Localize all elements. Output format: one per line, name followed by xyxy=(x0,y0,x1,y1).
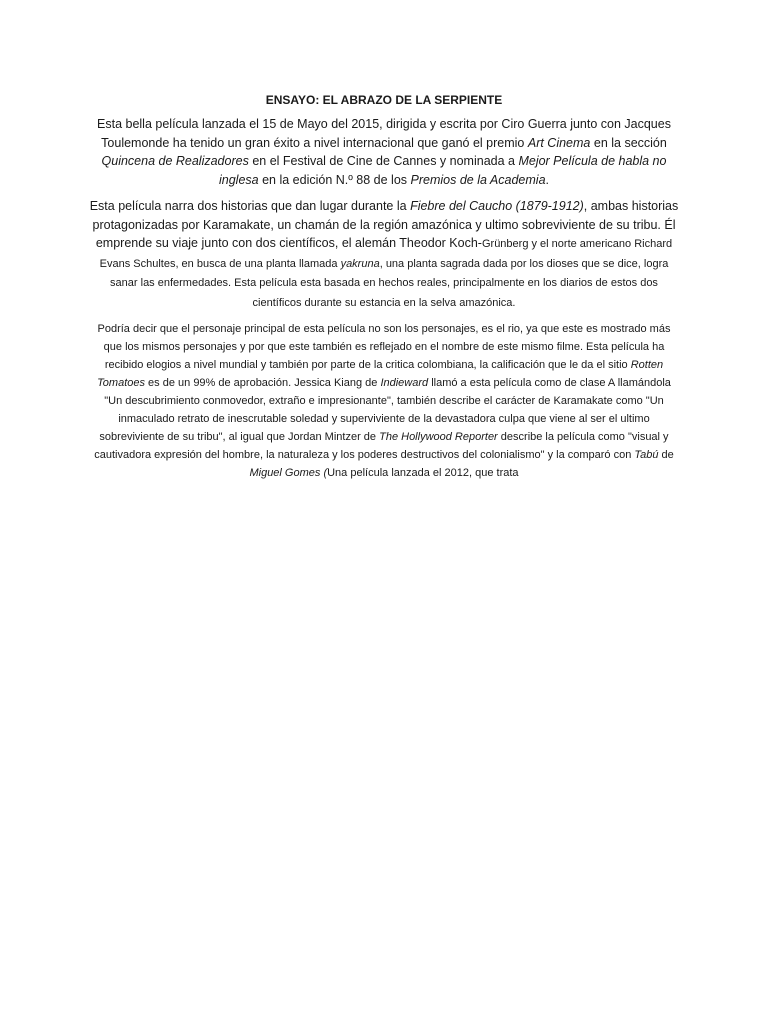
text-run: de xyxy=(658,449,674,461)
italic-run: Tabú xyxy=(634,449,659,461)
italic-run: Rotten Tomatoes xyxy=(97,359,664,389)
italic-run: Fiebre del Caucho (1879-1912) xyxy=(410,199,584,213)
italic-run: Art Cinema xyxy=(527,135,591,150)
text-run: en el Festival de Cine de Cannes y nominada a xyxy=(248,154,519,168)
text-run: es de un 99% de aprobación. Jessica Kiang de xyxy=(145,377,381,389)
text-run: , una planta sagrada dada por los dioses que se dice, logra sanar las enfermedades. Esta película esta basada en hechos reales, principalmente en los diarios de estos dos científicos durante su estancia en la selva amazónica. xyxy=(110,257,669,309)
paragraph-story xyxy=(88,197,680,312)
text-run: Esta bella película lanzada el 15 de Mayo del 2015, dirigida y escrita por Ciro Guerra junto con Jacques Toulemonde ha tenido un gran éxito a nivel internacional que ganó el premio xyxy=(97,117,671,150)
paragraph-intro xyxy=(88,115,680,189)
text-run: Grünberg y el norte americano Richard Evans Schultes, en busca de una planta llamada xyxy=(99,238,673,270)
paragraph-critique xyxy=(88,320,680,482)
text-run: describe la película como "visual y cautivadora expresión del hombre, la naturaleza y los poderes destructivos del colonialismo" y la comparó con xyxy=(94,431,669,461)
text-run: llamó a esta película como de clase A llamándola "Un descubrimiento conmovedor, extraño e impresionante", también describe el carácter de Karamakate como "Un inmaculado retrato de inescrutable soledad y superviviente de la devastadora culpa que viene al ser el ultimo sobreviviente de su tribu", al igual que Jordan Mintzer de xyxy=(99,377,671,443)
text-run: , ambas historias protagonizadas por Karamakate, un chamán de la región amazónica y ultimo sobreviviente de su tribu. Él emprende su viaje junto con dos científicos, el alemán Theodor Koch- xyxy=(92,199,679,250)
italic-run: yakruna xyxy=(340,257,380,270)
italic-run: Mejor Película de habla no inglesa xyxy=(218,154,667,187)
document-page xyxy=(88,92,680,490)
text-run: Esta película narra dos historias que dan lugar durante la xyxy=(89,199,411,213)
italic-run: Premios de la Academia xyxy=(410,172,546,187)
document-title: ENSAYO: EL ABRAZO DE LA SERPIENTE xyxy=(265,93,503,107)
italic-run: Quincena de Realizadores xyxy=(101,154,249,168)
text-run: en la sección xyxy=(590,135,667,150)
text-run: Una película lanzada el 2012, que trata xyxy=(327,467,519,479)
text-run: en la edición N.º 88 de los xyxy=(258,172,411,187)
italic-run: Indieward xyxy=(380,377,429,389)
text-run: . xyxy=(545,172,550,187)
italic-run: The Hollywood Reporter xyxy=(379,431,498,443)
text-run: Podría decir que el personaje principal de esta película no son los personajes, es el rio, ya que este es mostrado más que los mismos personajes y por que este también es reflejado en el nombre de este mismo filme. Esta película ha recibido elogios a nivel mundial y también por parte de la critica colombiana, la calificación que le da el sitio xyxy=(97,323,671,371)
italic-run: Miguel Gomes ( xyxy=(249,467,328,479)
